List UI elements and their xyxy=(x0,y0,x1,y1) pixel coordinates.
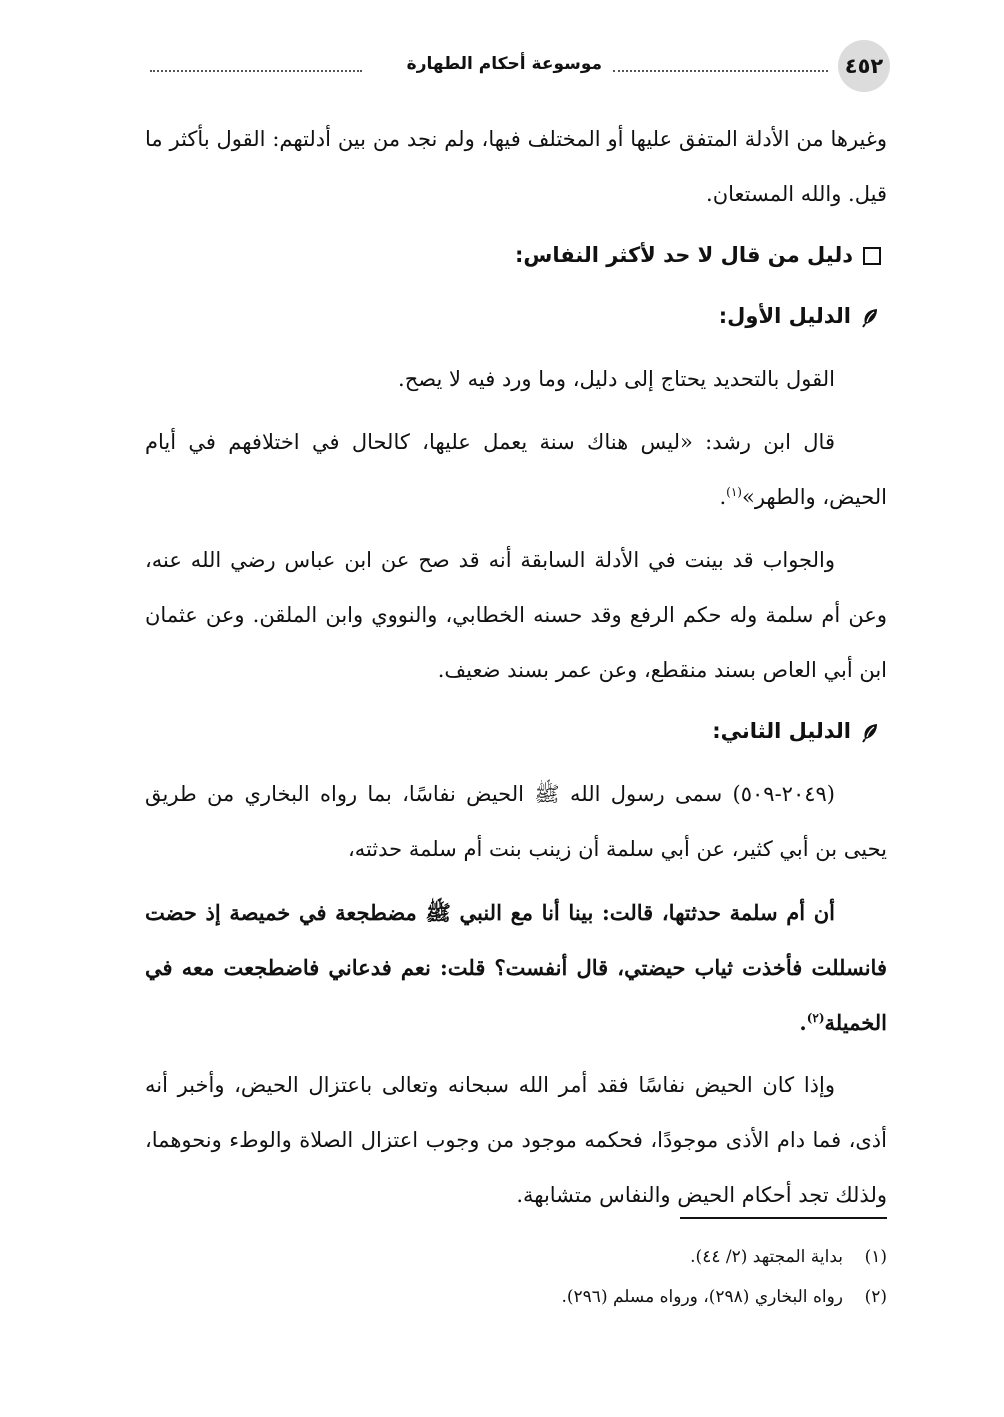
header-dotted-rule xyxy=(150,70,362,72)
paragraph: القول بالتحديد يحتاج إلى دليل، وما ورد فيه لا يصح. xyxy=(398,367,835,391)
period: . xyxy=(799,1010,807,1035)
header-dotted-rule xyxy=(613,70,828,72)
footnote-number: (٢) xyxy=(864,1287,887,1307)
paragraph xyxy=(145,415,887,525)
subheading-text: الدليل الثاني: xyxy=(712,719,851,743)
section-heading-text: دليل من قال لا حد لأكثر النفاس: xyxy=(514,243,853,267)
hadith-intro: (٢٠٤٩-٥٠٩) سمى رسول الله ﷺ الحيض نفاسًا، بما رواه البخاري من طريق يحيى بن أبي كثير، عن أبي سلمة أن زينب بنت أم سلمة حدثته، xyxy=(145,782,887,861)
section-heading xyxy=(145,228,887,283)
hadith-text xyxy=(145,885,887,1050)
footnote-text: بداية المجتهد (٢/ ٤٤). xyxy=(690,1247,843,1267)
checkbox-square-icon xyxy=(863,247,881,265)
running-header xyxy=(145,40,890,90)
subheading-text: الدليل الأول: xyxy=(718,304,851,328)
footnote-text: رواه البخاري (٢٩٨)، ورواه مسلم (٢٩٦). xyxy=(561,1287,843,1307)
period: . xyxy=(719,485,727,509)
paragraph: وإذا كان الحيض نفاسًا فقد أمر الله سبحانه وتعالى باعتزال الحيض، وأخبر أنه أذى، فما دام الأذى موجودًا، فحكمه موجود من وجوب اعتزال الصلاة والوطء ونحوهما، ولذلك تجد أحكام الحيض والنفاس متشابهة. xyxy=(145,1073,887,1207)
paragraph: وغيرها من الأدلة المتفق عليها أو المختلف فيها، ولم نجد من بين أدلتهم: القول بأكثر ما قيل. والله المستعان. xyxy=(145,127,887,206)
footnote-number: (١) xyxy=(864,1247,887,1267)
main-text xyxy=(145,112,887,1223)
subheading xyxy=(145,289,887,344)
footnote xyxy=(145,1237,887,1277)
leaf-ornament-icon xyxy=(861,306,881,328)
leaf-ornament-icon xyxy=(861,721,881,743)
footnote xyxy=(145,1277,887,1317)
header-title: موسوعة أحكام الطهارة xyxy=(406,54,602,74)
subheading xyxy=(145,704,887,759)
footnote-separator xyxy=(680,1217,887,1219)
hadith-body: أن أم سلمة حدثتها، قالت: بينا أنا مع النبي ﷺ مضطجعة في خميصة إذ حضت فانسللت فأخذت ثياب حيضتي، قال أنفست؟ قلت: نعم فدعاني فاضطجعت معه في الخميلة xyxy=(145,900,887,1035)
paragraph: والجواب قد بينت في الأدلة السابقة أنه قد صح عن ابن عباس رضي الله عنه، وعن أم سلمة وله حكم الرفع وقد حسنه الخطابي، والنووي وابن الملقن. وعن عثمان ابن أبي العاص بسند منقطع، وعن عمر بسند ضعيف. xyxy=(145,548,887,682)
page-number: ٤٥٢ xyxy=(838,40,890,92)
footnote-ref: (١) xyxy=(726,485,742,499)
footnote-ref: (٢) xyxy=(806,1011,825,1025)
paragraph-text: قال ابن رشد: «ليس هناك سنة يعمل عليها، كالحال في اختلافهم في أيام الحيض، والطهر» xyxy=(145,430,887,509)
footnotes xyxy=(145,1237,887,1317)
